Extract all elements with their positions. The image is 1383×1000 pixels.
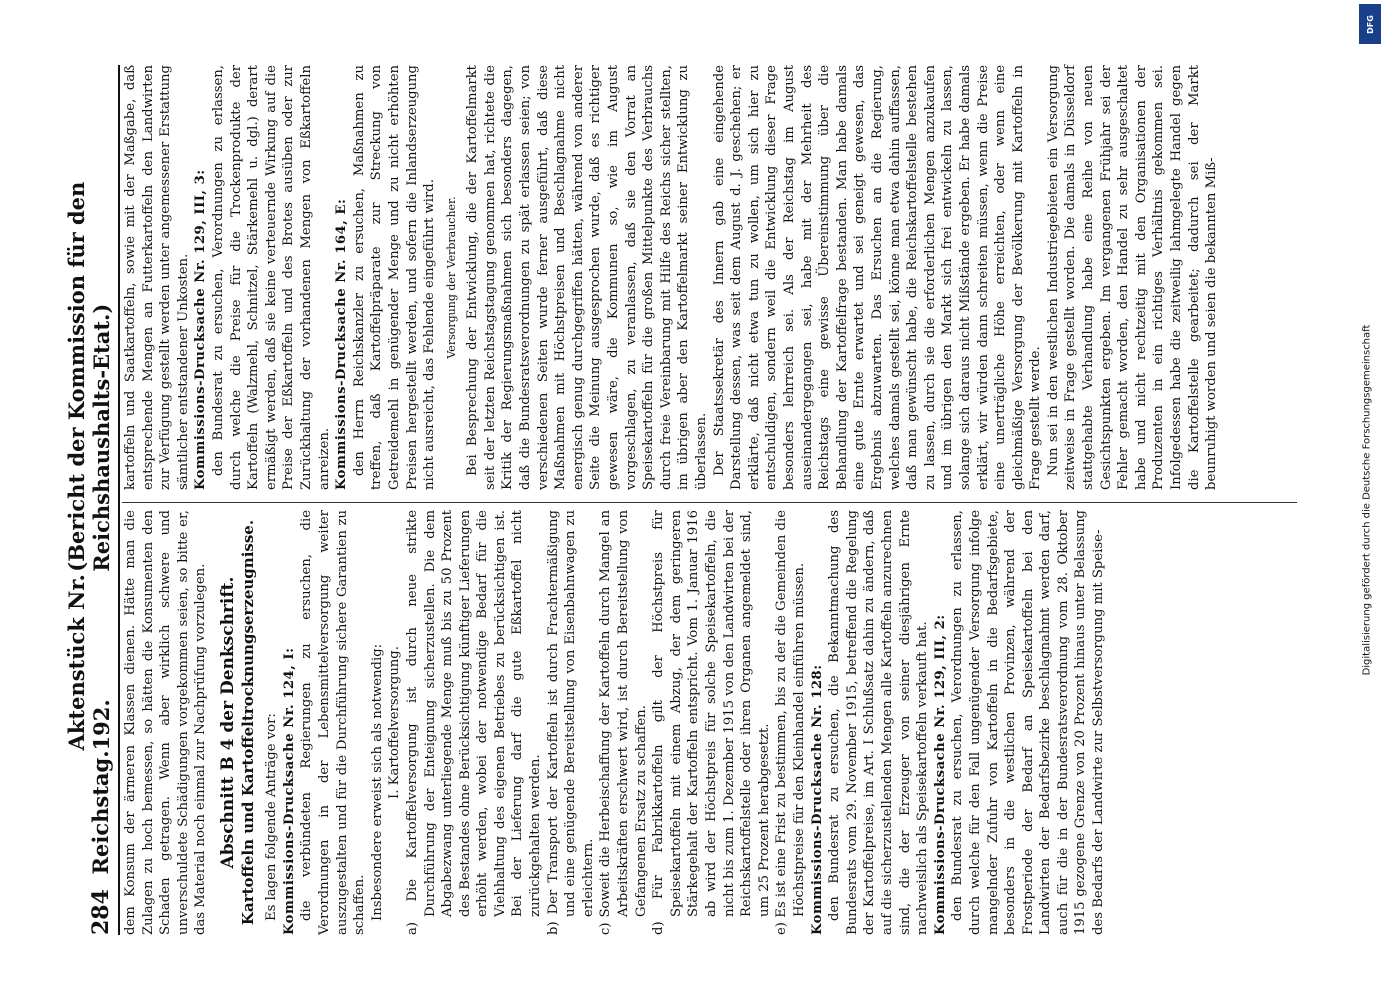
list-item-a: a) Die Kartoffelversorgung ist durch neue strikte Durchführung der Enteignung sicherzustellen. Die dem Abgabezwang unterliegende Menge muß bis zu 50 Prozent des Bestandes ohne Berücksichtigung künftiger Lieferungen erhöht werden, wobei der notwendige Bedarf für die Viehhaltung des eigenen Betriebes zu berücksichtigen ist. Bei der Lieferung darf die gute Eßkartoffel nicht zurückgehalten werden. <box>404 510 544 935</box>
list-item-e: e) Es ist eine Frist zu bestimmen, bis zu der die Gemeinden die Höchstpreise für den Kleinhandel einführen müssen. <box>774 510 807 935</box>
list-item-d: d) Für Fabrikkartoffeln gilt der Höchstpreis für Speisekartoffeln mit einem Abzug, der dem geringeren Stärkegehalt der Kartoffeln entspricht. Vom 1. Januar 1916 ab wird der Höchstpreis für solche Speisekartoffeln, die nicht bis zum 1. Dezember 1915 von den Landwirten bei der Reichskartoffelstelle oder ihren Organen angemeldet sind, um 25 Prozent herabgesetzt. <box>651 510 772 935</box>
right-paragraph-4: Bei Besprechung der Entwicklung, die der Kartoffelmarkt seit der letzten Reichstagstagung genommen hat, richtete die Kritik der Regierungsmaßnahmen sich besonders dagegen, daß die Bundesratsverordnungen zu spät erlassen seien; von verschiedenen Seiten wurde ferner ausgeführt, daß diese Maßnahmen mit Höchstpreisen und Beschlagnahme nicht energisch genug durchgegriffen hätten, während von anderer Seite die Meinung ausgesprochen wurde, daß es richtiger gewesen wäre, die Kommunen so, wie im August vorgeschlagen, zu veranlassen, daß sie den Vorrat an Speisekartoffeln für die großen Mittelpunkte des Verbrauchs durch freie Vereinbarung mit Hilfe des Reichs sicher stellten, im übrigen aber den Kartoffelmarkt seiner Entwicklung zu überlassen. <box>465 65 709 490</box>
column-divider <box>122 502 1297 503</box>
right-paragraph-1: kartoffeln und Saatkartoffeln, sowie mit der Maßgabe, daß entsprechende Mengen an Futterkartoffeln den Landwirten zur Verfügung gestellt werden unter angemessener Erstattung sämtlicher entstandener Unkosten. <box>123 65 191 490</box>
left-paragraph-4: Insbesondere erweist sich als notwendig: <box>369 643 385 921</box>
right-paragraph-3: den Herrn Reichskanzler zu ersuchen, Maßnahmen zu treffen, daß Kartoffelpräparate zur Streckung von Getreidemehl in genügender Menge und zu nicht erhöhten Preisen hergestellt werden, und sofern die Inlandserzeugung nicht ausreicht, das Fehlende eingeführt wird. <box>351 65 438 490</box>
digitization-note-text: Digitalisierung gefördert durch die Deutsche Forschungsgemeinschaft <box>1361 324 1373 676</box>
left-paragraph-6: den Bundesrat zu ersuchen, Verordnungen zu erlassen, durch welche für den Fall ungenügender Versorgung infolge mangelnder Zufuhr von Kartoffeln in die Bedarfsgebiete, besonders in die westlichen Provinzen, während der Frostperiode der Bedarf an Speisekartoffeln bei den Landwirten der Bedarfsbezirke beschlagnahmt werden darf, auch für die in der Bundesratsverordnung vom 28. Oktober 1915 gezogene Grenze von 20 Prozent hinaus unter Belassung des Bedarfs der Landwirte zur Selbstversorgung mit Speise- <box>950 510 1107 935</box>
section-subtitle: Kartoffeln und Kartoffeltrocknungserzeugnisse. <box>238 519 257 926</box>
dfg-logo-text: DFG <box>1365 14 1375 34</box>
left-column <box>122 510 1108 935</box>
left-paragraph-5: den Bundesrat zu ersuchen, die Bekanntmachung des Bundesrats vom 29. November 1915, betreffend die Regelung der Kartoffelpreise, im Art. I Schlußsatz dahin zu ändern, daß auf die sicherzustellenden Mengen alle Kartoffeln anzurechnen sind, die der Erzeuger von seiner diesjährigen Ernte nachweislich als Speisekartoffeln verkauft hat. <box>827 510 931 935</box>
right-paragraph-6: Nun sei in den westlichen Industriegebieten ein Versorgung zeitweise in Frage gestellt worden. Die damals in Düsseldorf stattgehabte Verhandlung habe eine Reihe von neuen Gesichtspunkten ergeben. Im vergangenen Frühjahr sei der Fehler gemacht worden, den Handel zu sehr ausgeschaltet habe und nicht rechtzeitig mit den Organisationen der Produzenten in ein richtiges Verhältnis gekommen sei. Infolgedessen habe die zeitweilig lahmgelegte Handel gegen die Kartoffelstelle gearbeitet; dadurch sei der Markt beunruhigt worden und seien die bekannten Miß- <box>1045 65 1220 490</box>
drucksache-124-heading: Kommissions-Drucksache Nr. 124, I: <box>281 647 297 935</box>
drucksache-128-heading: Kommissions-Drucksache Nr. 128: <box>809 664 825 935</box>
dfg-logo <box>1359 4 1381 44</box>
list-item-b: b) Der Transport der Kartoffeln ist durch Frachtermäßigung und eine genügende Bereitstellung von Eisenbahnwagen zu erleichtern. <box>545 510 596 935</box>
left-paragraph-2: Es lagen folgende Anträge vor: <box>264 713 280 921</box>
drucksache-129-3-heading: Kommissions-Drucksache Nr. 129, III, 3: <box>193 169 209 490</box>
drucksache-164-heading: Kommissions-Drucksache Nr. 164, E: <box>334 198 350 490</box>
sub-heading-kartoffelversorgung: I. Kartoffelversorgung. <box>387 646 403 799</box>
right-column <box>122 65 1221 490</box>
right-paragraph-2: den Bundesrat zu ersuchen, Verordnungen zu erlassen, durch welche die Preise für die Trockenprodukte der Kartoffeln (Walzmehl, Schnitzel, Stärkemehl u. dgl.) derart ermäßigt werden, daß sie keine verteuernde Wirkung auf die Preise der Eßkartoffeln und des Brotes ausüben oder zur Zurückhaltung der vorhandenen Mengen von Eßkartoffeln anreizen. <box>210 65 332 490</box>
page-header <box>64 65 120 935</box>
left-paragraph-3: die verbündeten Regierungen zu ersuchen, die Verordnungen in der Lebensmittelversorgung weiter auszugestalten und für die Durchführung sichere Garantien zu schaffen. <box>299 510 368 935</box>
small-heading-verbraucher: Versorgung der Verbraucher. <box>444 196 458 359</box>
list-item-c: c) Soweit die Herbeischaffung der Kartoffeln durch Mangel an Arbeitskräften erschwert wird, ist durch Bereitstellung von Gefangenen Ersatz zu schaffen. <box>598 510 649 935</box>
drucksache-129-2-heading: Kommissions-Drucksache Nr. 129, III, 2: <box>932 614 948 935</box>
document-page <box>66 35 1316 965</box>
header-left <box>88 750 114 935</box>
digitization-note <box>1355 0 1379 1000</box>
header-reichstag: Reichstag. <box>88 750 113 875</box>
page-number: 284 <box>88 889 114 935</box>
section-title: Abschnitt B 4 der Denkschrift. <box>217 576 238 869</box>
header-right: (Bericht der Kommission für den Reichshaushalts-Etat.) <box>64 181 114 572</box>
header-center: Aktenstück Nr. 192. <box>64 574 114 751</box>
left-paragraph-1: dem Konsum der ärmeren Klassen dienen. Hätte man die Zulagen zu hoch bemessen, so hätten die Konsumenten den Schaden getragen. Wenn aber wirklich schwere und unverschuldete Schädigungen vorgekommen seien, so bitte er, das Material noch einmal zur Nachprüfung vorzulegen. <box>123 510 209 935</box>
right-paragraph-5: Der Staatssekretär des Innern gab eine eingehende Darstellung dessen, was seit dem August d. J. geschehen; er erklärte, daß nicht etwa tun zu wollen, um sich hier zu entschuldigen, sondern weil die Entwicklung dieser Frage besonders lehrreich sei. Als der Reichstag im August auseinandergegangen sei, habe mit der Mehrheit des Reichstags eine gewisse Übereinstimmung über die Behandlung der Kartoffelfrage bestanden. Man habe damals eine gute Ernte erwartet und sei geneigt gewesen, das Ergebnis abzuwarten. Das Ersuchen an die Regierung, welches damals gestellt sei, könne man etwa dahin auffassen, daß man gewünscht habe, die Reichskartoffelstelle bestehen zu lassen, durch sie die erforderlichen Mengen anzukaufen und im übrigen den Markt sich frei entwickeln zu lassen, solange sich daraus nicht Mißstände ergeben. Er habe damals erklärt, wir würden dann schreiten müssen, wenn die Preise eine unerträgliche Höhe erreichten, oder wenn eine gleichmäßige Versorgung der Bevölkerung mit Kartoffeln in Frage gestellt werde. <box>711 65 1044 490</box>
